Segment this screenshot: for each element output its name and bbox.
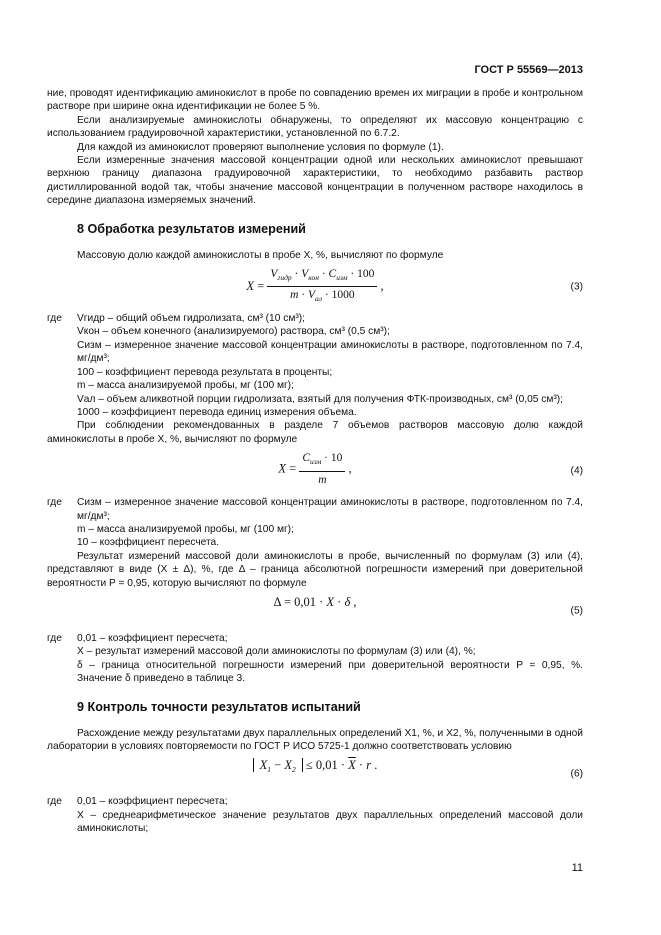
definition: δ – граница относительной погрешности измерений при доверительной вероятности P = 0,95, %. Значение δ приведено в таблице 3. [77, 659, 583, 685]
where-block-4 [47, 496, 583, 523]
section-9-title: 9 Контроль точности результатов испытаний [77, 699, 361, 714]
definition: m – масса анализируемой пробы, мг (100 мг); [77, 523, 294, 535]
where-label: где [47, 796, 62, 808]
where-label: где [47, 497, 62, 509]
formula-5-expression: Δ = 0,01 · X · δ , [273, 594, 357, 609]
paragraph: Результат измерений массовой доли аминокислоты в пробе, вычисленный по формулам (3) или (4), представляют в виде (X ± Δ), %, где Δ – граница абсолютной погрешности измерений при доверительной вероятности P = 0,95, которую вычисляют по формуле [47, 550, 583, 589]
paragraph: Если измеренные значения массовой концентрации одной или нескольких аминокислот превышают верхнюю границу диапазона градуировочной характеристики, то необходимо разбавить раствор дистиллированной водой так, чтобы значение массовой концентрации в полученном растворе находилось в середине диапазона измеряемых значений. [47, 155, 583, 207]
definition: 10 – коэффициент пересчета. [77, 537, 220, 549]
definition: Сизм – измеренное значение массовой концентрации аминокислоты в растворе, подготовленном по 7.4, мг/дм³; [77, 497, 583, 522]
definition: Vгидр – общий объем гидролизата, см³ (10 см³); [77, 313, 305, 325]
formula-6-expression: $X_1 - X_2 \le 0,01 \cdot \overline{X} \cdot r$ . [47, 759, 583, 776]
formula-3-expression: X = $\frac{V_{гидр} \cdot V_{кон} \cdot C_{изм} \cdot 100}{m \cdot V_{ал} \cdot 1000}$ , [246, 268, 384, 304]
formula-3 [47, 268, 583, 306]
section-8-intro: Массовую долю каждой аминокислоты в пробе X, %, вычисляют по формуле [77, 249, 444, 261]
paragraph: Если анализируемые аминокислоты обнаружены, то определяют их массовую концентрацию с использованием градуировочной характеристики, установленной по 6.7.2. [47, 114, 583, 140]
formula-6-number: (6) [570, 768, 583, 780]
formula-4 [47, 452, 583, 490]
formula-4-expression: X = $\frac{C_{изм} \cdot 10}{m}$ , [278, 452, 352, 486]
definition: Vкон – объем конечного (анализируемого) раствора, см³ (0,5 см³); [77, 326, 390, 338]
definition: 100 – коэффициент перевода результата в проценты; [77, 366, 333, 378]
where-label: где [47, 632, 62, 644]
where-block-5 [47, 632, 583, 645]
section-9-intro: Расхождение между результатами двух параллельных определений X1, %, и X2, %, полученными в одной лаборатории в условиях повторяемости по ГОСТ Р ИСО 5725-1 должно соответствовать условию [47, 727, 583, 752]
definition: 1000 – коэффициент перевода единиц измерения объема. [77, 406, 357, 418]
paragraph: ние, проводят идентификацию аминокислот в пробе по совпадению времен их миграции в пробе и контрольном растворе при ширине окна идентификации не более 5 %. [47, 88, 583, 113]
definition: X – среднеарифметическое значение результатов двух параллельных определений массовой доли аминокислоты; [77, 809, 583, 835]
paragraph: Для каждой из аминокислот проверяют выполнение условия по формуле (1). [77, 141, 444, 153]
formula-4-number: (4) [570, 465, 583, 477]
definition: X – результат измерений массовой доли аминокислоты по формулам (3) или (4), %; [77, 646, 476, 658]
where-block-3 [47, 312, 583, 325]
definition: Vал – объем аликвотной порции гидролизата, взятый для получения ФТК-производных, см³ (0,05 см³); [77, 393, 563, 405]
section-8-title: 8 Обработка результатов измерений [77, 221, 306, 236]
formula-5-number: (5) [570, 605, 583, 617]
page-header: ГОСТ Р 55569—2013 [474, 64, 583, 76]
paragraph: При соблюдении рекомендованных в разделе 7 объемов растворов массовую долю каждой аминокислоты в пробе X, %, вычисляют по формуле [47, 420, 583, 445]
formula-3-number: (3) [570, 281, 583, 293]
where-label: где [47, 313, 62, 325]
page-number: 11 [571, 862, 583, 874]
where-block-6 [47, 795, 583, 808]
definition: 0,01 – коэффициент пересчета; [77, 796, 228, 808]
definition: m – масса анализируемой пробы, мг (100 мг); [77, 380, 294, 392]
definition: Сизм – измеренное значение массовой концентрации аминокислоты в растворе, подготовленном по 7.4, мг/дм³; [77, 339, 583, 365]
page-content [47, 87, 583, 836]
definition: 0,01 – коэффициент пересчета; [77, 632, 228, 644]
formula-6 [47, 759, 583, 789]
formula-5 [47, 596, 583, 626]
